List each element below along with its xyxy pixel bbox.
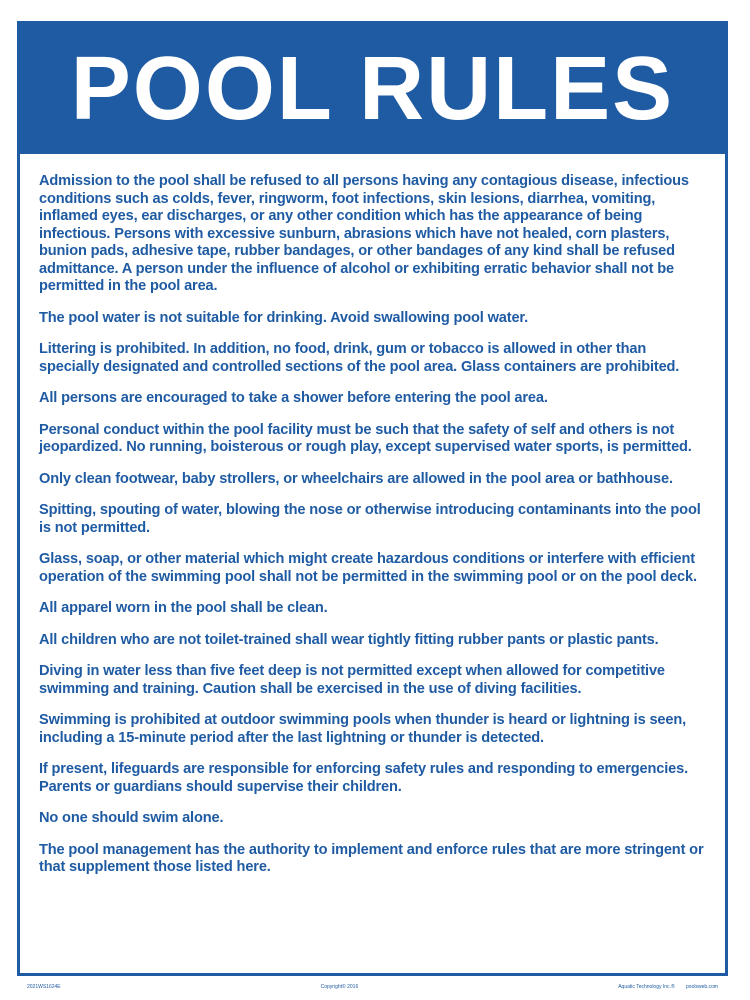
- rule-item: No one should swim alone.: [39, 810, 224, 826]
- sign-title: POOL RULES: [70, 39, 675, 139]
- rule-item: All children who are not toilet-trained shall wear tightly fitting rubber pants or plastic pants.: [39, 631, 659, 648]
- pool-rules-sign: [17, 21, 728, 976]
- product-code: 2021WS1624E: [27, 984, 61, 990]
- rule-item: All persons are encouraged to take a shower before entering the pool area.: [39, 390, 548, 406]
- website-text: poolsweb.com: [686, 984, 718, 990]
- rule-item: Only clean footwear, baby strollers, or wheelchairs are allowed in the pool area or bathhouse.: [39, 470, 673, 487]
- rule-item: Glass, soap, or other material which might create hazardous conditions or interfere with efficient operation of the swimming pool shall not be permitted in the swimming pool or on the pool deck.: [39, 551, 697, 585]
- rule-item: Spitting, spouting of water, blowing the nose or otherwise introducing contaminants into the pool is not permitted.: [39, 502, 701, 536]
- sign-header: [20, 24, 725, 154]
- rule-item: The pool water is not suitable for drinking. Avoid swallowing pool water.: [39, 309, 529, 326]
- rules-list: [20, 154, 725, 877]
- rule-item: Personal conduct within the pool facility must be such that the safety of self and others is not jeopardized. No running, boisterous or rough play, except supervised water sports, is permitted.: [39, 421, 692, 455]
- rule-item: Swimming is prohibited at outdoor swimming pools when thunder is heard or lightning is seen, including a 15-minute period after the last lightning or thunder is detected.: [39, 712, 687, 746]
- rule-item: All apparel worn in the pool shall be clean.: [39, 600, 328, 616]
- rule-item: Diving in water less than five feet deep is not permitted except when allowed for competitive swimming and training. Caution shall be exercised in the use of diving facilities.: [39, 663, 665, 697]
- rule-item: Littering is prohibited. In addition, no food, drink, gum or tobacco is allowed in other than specially designated and controlled sections of the pool area. Glass containers are prohibited.: [39, 341, 680, 375]
- rule-item: The pool management has the authority to implement and enforce rules that are more stringent or that supplement those listed here.: [39, 841, 704, 875]
- company-name: Aquatic Technology Inc.®: [618, 984, 675, 990]
- rule-item: Admission to the pool shall be refused to all persons having any contagious disease, infectious conditions such as colds, fever, ringworm, foot infections, skin lesions, diarrhea, vomiting, inflamed eyes, ear discharges, or any other condition which has the appearance of being infectious. Persons with excessive sunburn, abrasions which have not healed, corn plasters, bunion pads, adhesive tape, rubber bandages, or other bandages of any kind shall be refused admittance. A person under the influence of alcohol or exhibiting erratic behavior shall not be permitted in the pool area.: [39, 173, 689, 294]
- rule-item: If present, lifeguards are responsible for enforcing safety rules and responding to emergencies. Parents or guardians should supervise their children.: [39, 761, 688, 795]
- footer-credits: [618, 984, 718, 990]
- sign-footer: [17, 984, 728, 990]
- copyright-text: Copyright© 2016: [320, 984, 359, 990]
